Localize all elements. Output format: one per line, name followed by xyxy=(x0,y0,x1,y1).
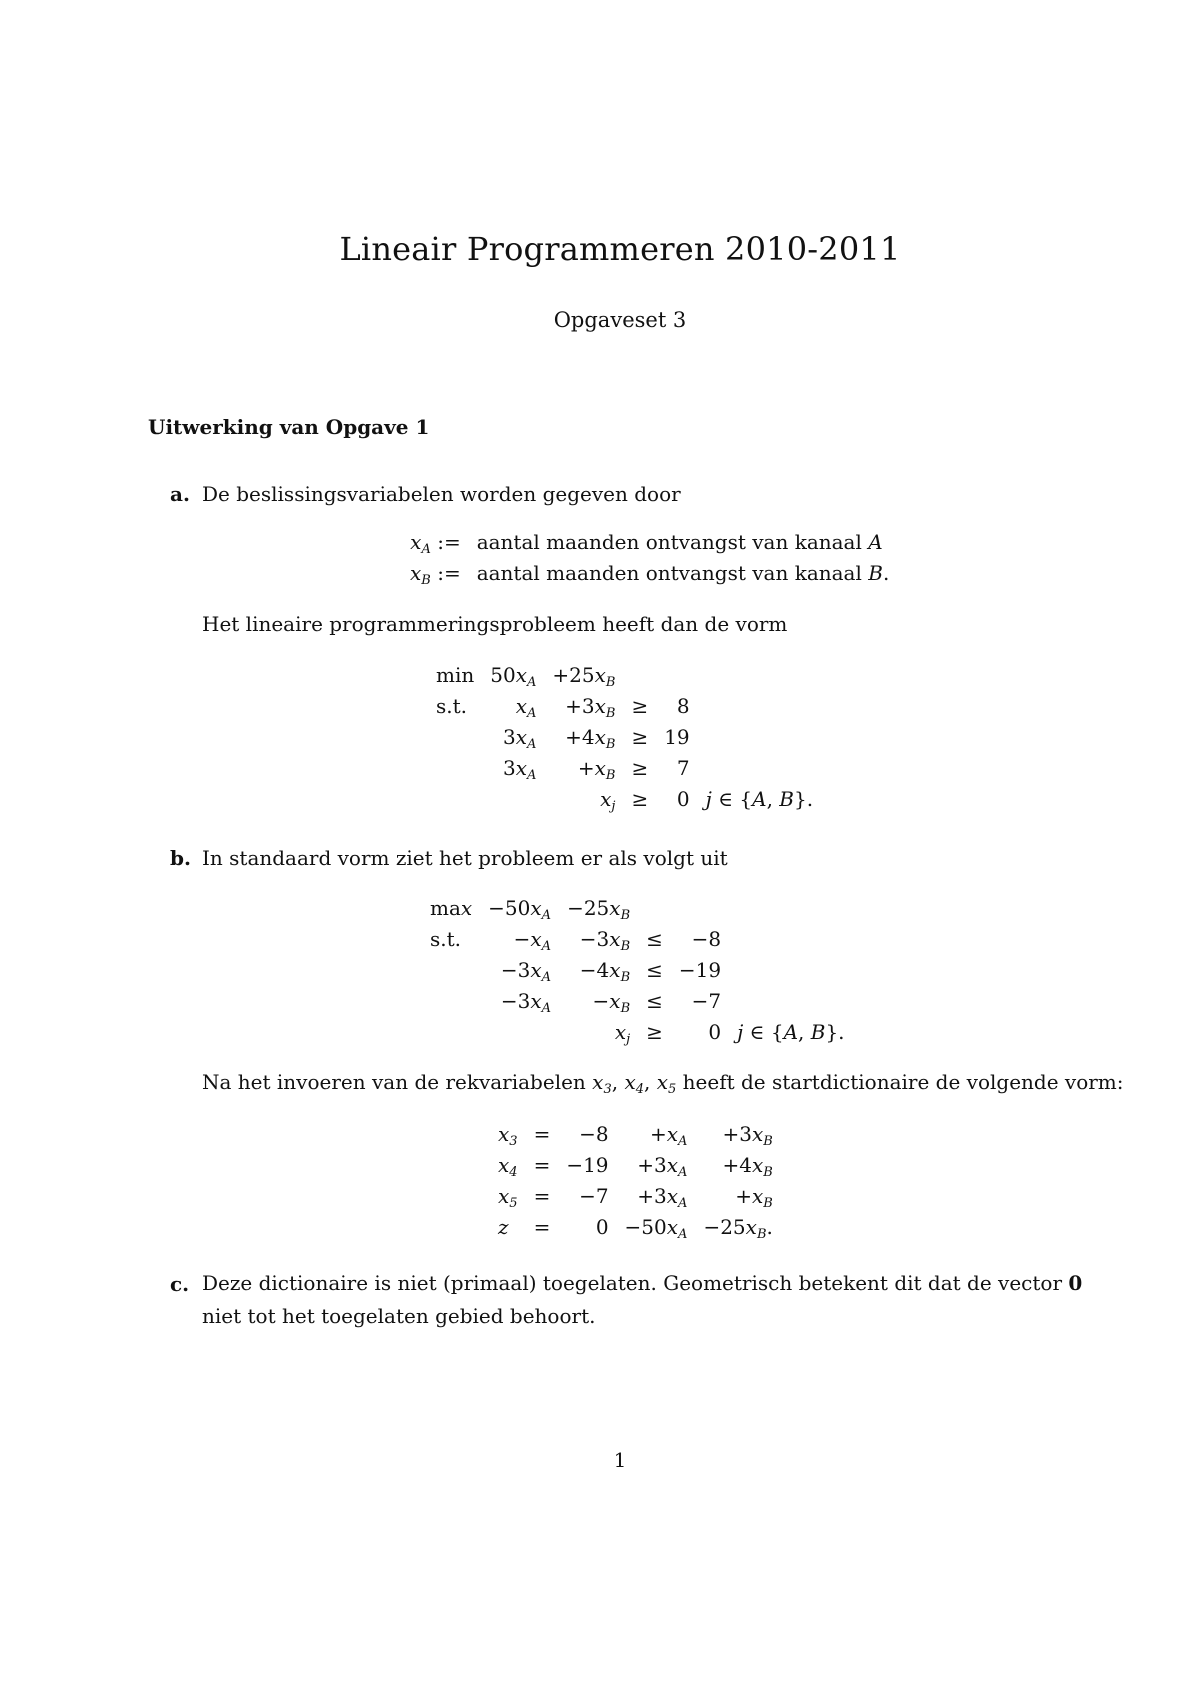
math-cell: $x_A$ xyxy=(515,694,537,721)
math-cell: −7 xyxy=(579,1184,609,1208)
standard-form-row xyxy=(422,924,853,955)
page-number: 1 xyxy=(613,1448,627,1472)
math-cell: $x_4$ xyxy=(498,1153,518,1180)
math-cell: $-3x_A$ xyxy=(500,989,552,1016)
math-cell xyxy=(698,691,821,722)
math-cell: $50x_A$ xyxy=(490,663,537,690)
math-cell: $3x_A$ xyxy=(502,725,537,752)
math-cell: $3x_A$ xyxy=(502,756,537,783)
math-cell: 8 xyxy=(676,694,690,718)
math-cell: $x_5$ xyxy=(498,1184,518,1211)
math-cell: $+x_B$ xyxy=(735,1184,773,1211)
math-cell xyxy=(729,955,852,986)
math-cell: s.t. xyxy=(430,927,462,951)
math-cell: 0 xyxy=(595,1215,609,1239)
math-cell xyxy=(698,660,821,691)
standard-form-row xyxy=(422,955,853,986)
dict-intro-part1: Na het invoeren van de rekvariabelen xyxy=(202,1070,593,1094)
standard-form-table xyxy=(422,893,853,1048)
math-cell: ≥ xyxy=(631,694,649,718)
definition-row xyxy=(402,527,897,558)
math-cell: $-x_B$ xyxy=(592,989,631,1016)
math-cell xyxy=(422,955,480,986)
math-cell: 0 xyxy=(676,787,690,811)
math-cell: s.t. xyxy=(436,694,468,718)
math-cell: $-4x_B$ xyxy=(579,958,631,985)
math-cell: $-3x_A$ xyxy=(500,958,552,985)
math-cell xyxy=(422,986,480,1017)
start-dictionary-table xyxy=(490,1119,781,1243)
standard-form-row xyxy=(422,893,853,924)
page-subtitle: Opgaveset 3 xyxy=(553,308,687,332)
lp-row xyxy=(428,691,821,722)
dict-intro-part2: heeft de startdictionaire de volgende vorm: xyxy=(676,1070,1124,1094)
math-cell: = xyxy=(533,1122,551,1146)
math-cell: $-50x_A$ xyxy=(488,896,552,923)
definition-text: aantal maanden ontvangst van kanaal B. xyxy=(476,561,890,585)
page-title: Lineair Programmeren 2010-2011 xyxy=(339,230,901,268)
math-cell: −19 xyxy=(566,1153,609,1177)
math-cell: −7 xyxy=(691,989,722,1013)
definition-text: aantal maanden ontvangst van kanaal A xyxy=(476,530,883,554)
math-cell xyxy=(671,893,729,924)
math-cell: $+4x_B$ xyxy=(565,725,616,752)
math-cell: $-50x_A$ xyxy=(624,1215,688,1242)
math-cell: −19 xyxy=(678,958,722,982)
dictionary-row xyxy=(490,1119,781,1150)
math-cell xyxy=(623,660,656,691)
dictionary-row xyxy=(490,1150,781,1181)
math-cell xyxy=(698,722,821,753)
math-cell: $x_j$ xyxy=(600,787,616,814)
math-cell: $+3x_B$ xyxy=(565,694,616,721)
math-cell: −8 xyxy=(579,1122,609,1146)
math-cell: $+x_A$ xyxy=(650,1122,688,1149)
math-cell: = xyxy=(533,1215,551,1239)
math-cell: ≥ xyxy=(631,787,649,811)
math-cell: ≥ xyxy=(631,725,649,749)
math-cell: $+3x_A$ xyxy=(637,1153,688,1180)
math-cell xyxy=(428,722,482,753)
dictionary-row xyxy=(490,1212,781,1243)
section-heading: Uitwerking van Opgave 1 xyxy=(148,415,430,439)
math-cell: j ∈ {A, B}. xyxy=(705,787,814,811)
math-cell: 19 xyxy=(664,725,690,749)
math-cell: $+3x_A$ xyxy=(637,1184,688,1211)
math-cell: $-x_A$ xyxy=(513,927,552,954)
math-cell: = xyxy=(533,1184,551,1208)
dictionary-row xyxy=(490,1181,781,1212)
math-cell xyxy=(729,986,852,1017)
item-c-text xyxy=(202,1267,1102,1333)
item-a-lp-intro: Het lineaire programmeringsprobleem heeft dan de vorm xyxy=(202,612,788,636)
math-cell: min xyxy=(436,663,475,687)
math-cell xyxy=(428,784,482,815)
math-cell: −8 xyxy=(691,927,722,951)
math-cell: $x_3$ xyxy=(498,1122,518,1149)
lp-row xyxy=(428,753,821,784)
math-cell: ≤ xyxy=(646,958,663,982)
math-cell: 7 xyxy=(676,756,690,780)
item-a-label: a. xyxy=(170,482,190,506)
math-cell xyxy=(638,893,671,924)
math-cell xyxy=(656,660,697,691)
math-cell xyxy=(729,924,852,955)
math-cell: ≥ xyxy=(646,1020,663,1044)
definition-row xyxy=(402,558,897,589)
math-cell: $+x_B$ xyxy=(577,756,616,783)
math-cell: ≤ xyxy=(646,927,663,951)
math-cell xyxy=(428,753,482,784)
item-b-dict-intro xyxy=(202,1070,1124,1097)
math-cell: j ∈ {A, B}. xyxy=(737,1020,845,1044)
item-c-text-part1: Deze dictionaire is niet (primaal) toegelaten. Geometrisch betekent dit dat de vector xyxy=(202,1271,1069,1295)
math-cell xyxy=(698,753,821,784)
lp-row xyxy=(428,722,821,753)
math-cell xyxy=(729,893,852,924)
math-cell xyxy=(422,1017,480,1048)
lp-problem-table xyxy=(428,660,821,815)
definition-variable: $x_A$ := xyxy=(410,530,461,557)
math-cell xyxy=(480,1017,559,1048)
math-cell: $-3x_B$ xyxy=(579,927,631,954)
math-cell: = xyxy=(533,1153,551,1177)
item-a-intro: De beslissingsvariabelen worden gegeven door xyxy=(202,482,681,506)
item-c-label: c. xyxy=(170,1272,190,1296)
lp-row xyxy=(428,660,821,691)
math-cell: max xyxy=(430,896,473,920)
zero-vector: 0 xyxy=(1068,1271,1083,1295)
math-cell: $-25x_B$. xyxy=(703,1215,773,1242)
math-cell xyxy=(482,784,544,815)
lp-row xyxy=(428,784,821,815)
math-cell: ≥ xyxy=(631,756,649,780)
standard-form-row xyxy=(422,986,853,1017)
item-c-text-part2: niet tot het toegelaten gebied behoort. xyxy=(202,1304,596,1328)
item-b-intro: In standaard vorm ziet het probleem er als volgt uit xyxy=(202,846,728,870)
definition-variable: $x_B$ := xyxy=(410,561,461,588)
math-cell: ≤ xyxy=(646,989,663,1013)
math-cell: $+25x_B$ xyxy=(552,663,616,690)
slack-variables: $x_3$, $x_4$, $x_5$ xyxy=(592,1070,677,1097)
math-cell: $+4x_B$ xyxy=(722,1153,773,1180)
standard-form-row xyxy=(422,1017,853,1048)
math-cell: $-25x_B$ xyxy=(567,896,631,923)
math-cell: z xyxy=(498,1215,509,1239)
math-cell: $x_j$ xyxy=(614,1020,631,1047)
decision-variable-definitions xyxy=(402,527,897,589)
math-cell: 0 xyxy=(708,1020,722,1044)
math-cell: $+3x_B$ xyxy=(722,1122,773,1149)
item-b-label: b. xyxy=(170,846,191,870)
